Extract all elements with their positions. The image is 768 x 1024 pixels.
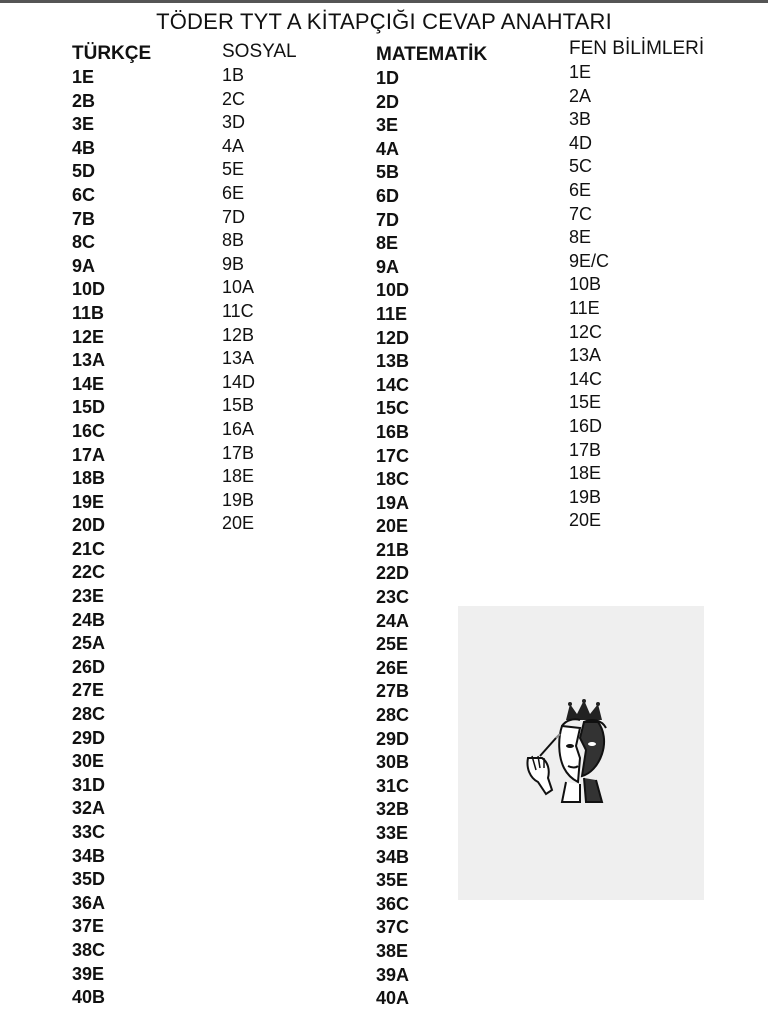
answer-item: 4B	[72, 137, 96, 158]
answer-item: 26E	[376, 657, 409, 678]
answer-item: 8E	[376, 233, 399, 254]
answer-item: 39E	[72, 963, 105, 984]
answer-item: 2B	[72, 90, 96, 111]
answer-item: 5C	[569, 156, 593, 177]
answer-item: 10D	[72, 279, 106, 300]
answer-item: 14D	[222, 371, 256, 392]
answer-item: 7D	[376, 209, 400, 230]
answer-item: 19B	[569, 486, 602, 507]
answer-item: 13B	[376, 351, 410, 372]
answer-item: 21C	[72, 538, 106, 559]
answer-item: 4A	[222, 135, 245, 156]
column-header-sosyal: SOSYAL	[222, 41, 297, 62]
answer-item: 9B	[222, 253, 245, 274]
answer-item: 20D	[72, 515, 106, 536]
answer-item: 8E	[569, 227, 592, 248]
answer-item: 22C	[72, 562, 106, 583]
answer-item: 15D	[72, 397, 106, 418]
answer-list-sosyal	[222, 64, 372, 536]
answer-item: 15B	[222, 395, 255, 416]
answer-item: 35D	[72, 869, 106, 890]
answer-item: 7C	[569, 203, 593, 224]
answer-item: 5E	[222, 159, 245, 180]
answer-item: 28C	[376, 705, 410, 726]
answer-item: 1B	[222, 65, 245, 85]
answer-item: 18C	[376, 469, 410, 490]
answer-item: 14C	[376, 374, 410, 395]
answer-item: 23C	[376, 587, 410, 608]
decorative-image-box	[458, 606, 704, 900]
answer-item: 17C	[376, 445, 410, 466]
answer-item: 22D	[376, 563, 410, 584]
answer-item: 39A	[376, 964, 410, 985]
answer-item: 21B	[376, 539, 410, 560]
answer-item: 6C	[72, 184, 96, 205]
column-fen	[569, 37, 719, 533]
answer-item: 17A	[72, 444, 106, 465]
answer-item: 2D	[376, 91, 400, 112]
answer-item: 18B	[72, 468, 106, 489]
answer-item: 12C	[569, 321, 603, 342]
answer-item: 1D	[376, 68, 400, 88]
column-sosyal	[222, 40, 372, 536]
answer-item: 36A	[72, 892, 106, 913]
answer-item: 3B	[569, 109, 592, 130]
answer-item: 37C	[376, 917, 410, 938]
answer-item: 28C	[72, 704, 106, 725]
answer-item: 35E	[376, 870, 409, 891]
answer-item: 11E	[569, 297, 600, 318]
answer-item: 20E	[376, 516, 409, 537]
answer-item: 8C	[72, 232, 96, 253]
answer-item: 6E	[222, 182, 245, 203]
answer-item: 33C	[72, 822, 106, 842]
answer-item: 2A	[569, 85, 592, 106]
answer-item: 2C	[222, 88, 246, 109]
answer-item: 17B	[222, 442, 255, 463]
answer-item: 16B	[376, 421, 410, 442]
answer-item: 5B	[376, 162, 400, 183]
broken-crowned-face-icon	[522, 698, 632, 810]
answer-item: 29D	[72, 727, 106, 748]
answer-item: 14E	[72, 373, 105, 394]
answer-item: 32A	[72, 798, 106, 819]
answer-item: 16A	[222, 418, 255, 439]
answer-item: 9E/C	[569, 250, 610, 271]
answer-item: 25A	[72, 633, 106, 654]
answer-item: 40B	[72, 987, 106, 1008]
answer-item: 11E	[376, 303, 408, 324]
answer-item: 5D	[72, 161, 96, 182]
answer-item: 27E	[72, 680, 105, 701]
answer-item: 11B	[72, 302, 105, 323]
answer-item: 13A	[569, 345, 602, 366]
answer-item: 11C	[222, 300, 254, 321]
page-title: TÖDER TYT A KİTAPÇIĞI CEVAP ANAHTARI	[156, 9, 612, 34]
answer-item: 23E	[72, 586, 105, 607]
answer-item: 18E	[222, 466, 255, 487]
answer-item: 32B	[376, 799, 410, 820]
answer-item: 31D	[72, 774, 106, 795]
answer-item: 16C	[72, 420, 106, 441]
answer-item: 8B	[222, 230, 245, 251]
answer-item: 7B	[72, 208, 96, 229]
answer-item: 12B	[222, 324, 255, 345]
column-header-fen: FEN BİLİMLERİ	[569, 38, 705, 59]
answer-item: 27B	[376, 681, 410, 702]
answer-item: 20E	[569, 510, 602, 531]
answer-item: 24B	[72, 609, 106, 630]
answer-item: 38E	[376, 940, 409, 961]
answer-item: 7D	[222, 206, 246, 227]
answer-item: 10B	[569, 274, 602, 295]
answer-item: 9A	[376, 256, 400, 277]
answer-item: 29D	[376, 728, 410, 749]
answer-item: 3E	[72, 114, 95, 135]
answer-item: 15E	[569, 392, 602, 413]
answer-item: 19A	[376, 492, 410, 513]
answer-item: 6D	[376, 185, 400, 206]
answer-item: 18E	[569, 463, 602, 484]
answer-item: 13A	[222, 348, 255, 369]
column-header-turkce: TÜRKÇE	[72, 43, 152, 64]
answer-item: 31C	[376, 775, 410, 796]
answer-item: 14C	[569, 368, 603, 389]
answer-item: 10A	[222, 277, 255, 298]
answer-item: 30E	[72, 751, 105, 772]
answer-item: 25E	[376, 634, 409, 655]
answer-item: 1E	[72, 67, 95, 87]
answer-item: 15C	[376, 398, 410, 419]
answer-list-turkce	[72, 66, 222, 1010]
answer-item: 16D	[569, 415, 603, 436]
column-turkce	[72, 42, 222, 1010]
answer-item: 20E	[222, 513, 255, 534]
answer-item: 12D	[376, 327, 410, 348]
answer-item: 1E	[569, 62, 592, 82]
answer-item: 34B	[72, 845, 106, 866]
answer-item: 3E	[376, 115, 399, 136]
answer-item: 4D	[569, 132, 593, 153]
answer-item: 34B	[376, 846, 410, 867]
answer-item: 9A	[72, 255, 96, 276]
answer-item: 37E	[72, 916, 105, 937]
answer-item: 30B	[376, 752, 410, 773]
answer-list-fen	[569, 61, 719, 533]
answer-item: 19B	[222, 489, 255, 510]
top-border-line	[0, 0, 768, 3]
answer-item: 17B	[569, 439, 602, 460]
answer-item: 4A	[376, 138, 400, 159]
answer-item: 3D	[222, 112, 246, 133]
answer-item: 33E	[376, 823, 409, 843]
answer-item: 19E	[72, 491, 105, 512]
answer-item: 13A	[72, 350, 106, 371]
answer-item: 10D	[376, 280, 410, 301]
answer-item: 24A	[376, 610, 410, 631]
answer-item: 38C	[72, 939, 106, 960]
answer-item: 26D	[72, 656, 106, 677]
column-header-matematik: MATEMATİK	[376, 44, 488, 65]
answer-item: 12E	[72, 326, 105, 347]
answer-item: 40A	[376, 988, 410, 1009]
answer-item: 6E	[569, 179, 592, 200]
answer-item: 36C	[376, 893, 410, 914]
